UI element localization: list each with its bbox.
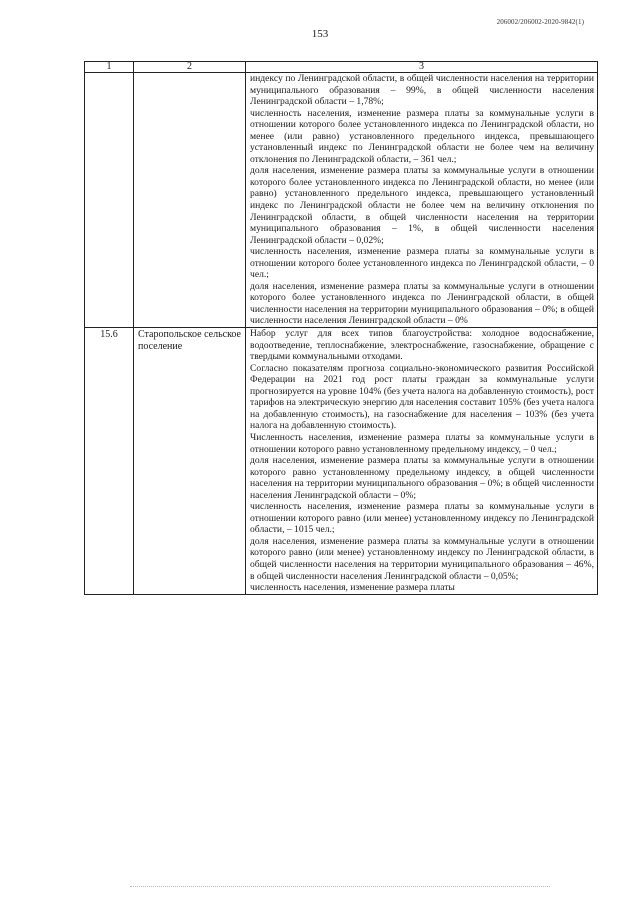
- paragraph: численность населения, изменение размера платы за коммунальные услуги в отношении которого более установленного индекса по Ленинградской области, – 0 чел.;: [250, 246, 594, 281]
- settlement-name: Старопольское сельское поселение: [138, 329, 241, 353]
- column-header-2: 2: [134, 62, 246, 73]
- column-header-3: 3: [246, 62, 598, 73]
- paragraph: численность населения, изменение размера платы за коммунальные услуги в отношении которого равно (или менее) установленному индексу по Ленинградской области, – 1015 чел.;: [250, 501, 594, 536]
- continuation-text: [246, 73, 597, 327]
- column-header-1: 1: [85, 62, 134, 73]
- paragraph: доля населения, изменение размера платы за коммунальные услуги в отношении которого равно установленному предельному индексу, в общей численности населения на территории муниципального образования – 0%; в общей численности населения Ленинградской области – 0%;: [250, 455, 594, 501]
- table-header-row: [85, 62, 598, 73]
- data-table: [84, 61, 598, 595]
- table-row-15-6: [85, 328, 598, 595]
- row-name-cell: [134, 328, 246, 595]
- row-text-cell: [246, 73, 598, 328]
- paragraph: Набор услуг для всех типов благоустройства: холодное водоснабжение, водоотведение, теплоснабжение, электроснабжение, газоснабжение, обращение с твердыми коммунальными отходами.: [250, 328, 594, 363]
- row-number: 15.6: [100, 329, 118, 341]
- paragraph: Численность населения, изменение размера платы за коммунальные услуги в отношении которого равно установленному предельному индексу, – 0 чел.;: [250, 431, 594, 455]
- paragraph: доля населения, изменение размера платы за коммунальные услуги в отношении которого более установленного индекса по Ленинградской области, но менее (или равно) установленного предельного индекса, превышающего установленный индекс по Ленинградской области не более чем на величину отклонения по Ленинградской области, в общей численности населения на территории муниципального образования – 1%, в общей численности населения Ленинградской области – 0,02%;: [250, 165, 594, 246]
- paragraph: численность населения, изменение размера платы за коммунальные услуги в отношении которого более установленного индекса по Ленинградской области, но менее (или равно) установленного предельного индекса, превышающего установленный индекс по Ленинградской области не более чем на величину отклонения по Ленинградской области, – 361 чел.;: [250, 107, 594, 165]
- document-code: 206002/206002-2020-9842(1): [496, 18, 584, 26]
- row-text-cell: [246, 328, 598, 595]
- paragraph: Согласно показателям прогноза социально-экономического развития Российской Федерации на 2021 год рост платы граждан за коммунальные услуги прогнозируется на уровне 104% (без учета налога на добавленную стоимость), рост тарифов на электрическую энергию для населения составит 105% (без учета налога на добавленную стоимость), на газоснабжение для населения – 103% (без учета налога на добавленную стоимость).: [250, 362, 594, 432]
- paragraph: доля населения, изменение размера платы за коммунальные услуги в отношении которого равно (или менее) установленному индексу по Ленинградской области, в общей численности населения на территории муниципального образования – 46%, в общей численности населения Ленинградской области – 0,05%;: [250, 535, 594, 582]
- table-row-continuation: [85, 73, 598, 328]
- row-text: [246, 328, 597, 594]
- page-number: 153: [311, 28, 329, 40]
- row-number-cell: [85, 73, 134, 328]
- row-number-cell: [85, 328, 134, 595]
- paragraph: доля населения, изменение размера платы за коммунальные услуги в отношении которого более установленного индекса по Ленинградской области, в общей численности населения на территории муниципального образования – 0%; в общей численности населения Ленинградской области – 0%: [250, 280, 594, 327]
- row-name-cell: [134, 73, 246, 328]
- paragraph: индексу по Ленинградской области, в общей численности населения на территории муниципального образования – 99%, в общей численности населения Ленинградской области – 1,78%;: [250, 73, 594, 108]
- paragraph: численность населения, изменение размера платы: [250, 582, 455, 594]
- scan-artifact-line: [130, 886, 550, 889]
